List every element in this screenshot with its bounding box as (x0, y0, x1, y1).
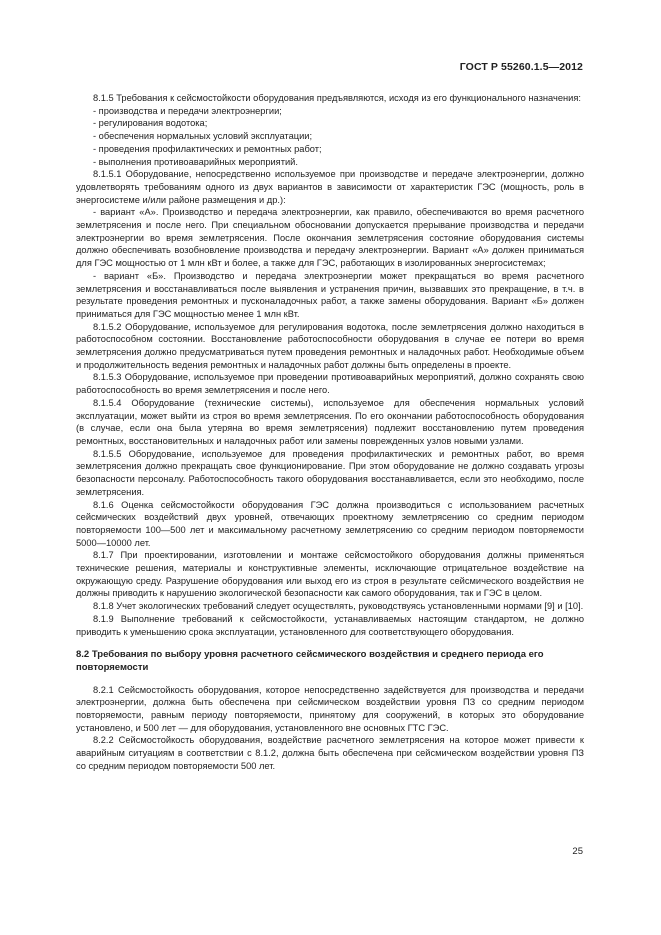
paragraph: 8.1.5.3 Оборудование, используемое при проведении противоаварийных мероприятий, должно сохранять свою работоспособность во время землетрясения и после него. (76, 372, 584, 396)
paragraph: - вариант «Б». Производство и передача электроэнергии может прекращаться во время расчетного землетрясения и восстанавливаться после выявления и устранения причин, вызвавших это прекращение, в т.ч. в результате проведения ремонтных и пусконаладочных работ, а также замены оборудования. Вариант «Б» должен приниматься для ГЭС мощностью менее 1 млн кВт. (76, 270, 584, 319)
paragraph: 8.2.2 Сейсмостойкость оборудования, воздействие расчетного землетрясения на которое может привести к аварийным ситуациям в соответствии с 8.1.2, должна быть обеспечена при сейсмическом воздействии уровня ПЗ со средним периодом повторяемости 500 лет. (76, 735, 584, 771)
paragraph: 8.1.5.2 Оборудование, используемое для регулирования водотока, после землетрясения должно находиться в работоспособном состоянии. Восстановление работоспособности оборудования в случае ее потери во время землетрясения должно предусматриваться путем проведения ремонтных и наладочных работ. Необходимые объем и продолжительность ведения ремонтных и наладочных работ должны быть определены в проекте. (76, 321, 584, 370)
paragraph: 8.1.8 Учет экологических требований следует осуществлять, руководствуясь установленными нормами [9] и [10]. (93, 601, 584, 612)
paragraph: 8.1.9 Выполнение требований к сейсмостойкости, устанавливаемых настоящим стандартом, не должно приводить к уменьшению срока эксплуатации, установленного для соответствующего оборудования. (76, 613, 584, 637)
page-body (76, 92, 584, 773)
paragraph: 8.1.5.1 Оборудование, непосредственно используемое при производстве и передаче электроэнергии, должно удовлетворять требованиям одного из двух вариантов в зависимости от характеристик ГЭС (мощность, роль в энергосистеме и/или районе размещения и др.): (76, 169, 584, 205)
paragraph: 8.1.5.5 Оборудование, используемое для проведения профилактических и ремонтных работ, во время землетрясения должно прекращать свое функционирование. При этом оборудование не должно создавать угрозы безопасности персоналу. Работоспособность такого оборудования восстанавливается, если это необходимо, после землетрясения. (76, 448, 584, 497)
section-heading-8-2: 8.2 Требования по выбору уровня расчетного сейсмического воздействия и среднего периода его повторяемости (76, 649, 544, 673)
document-code-header: ГОСТ Р 55260.1.5—2012 (459, 61, 583, 73)
paragraph: - регулирования водотока; (93, 118, 208, 129)
paragraph: 8.1.5 Требования к сейсмостойкости оборудования предъявляются, исходя из его функционального назначения: (93, 93, 581, 103)
page-number: 25 (572, 846, 583, 857)
section-8-1-text (76, 92, 584, 638)
paragraph: - проведения профилактических и ремонтных работ; (93, 143, 322, 154)
paragraph: - производства и передачи электроэнергии; (93, 105, 282, 116)
section-8-2-text (76, 684, 584, 773)
paragraph: 8.1.5.4 Оборудование (технические системы), используемое для обеспечения нормальных условий эксплуатации, может выйти из строя во время землетрясения. По его окончании работоспособность оборудования (в случае, если она была утеряна во время землетрясения) подлежит восстановлению путем проведения ремонтных, восстановительных и наладочных работ или замены поврежденных узлов новыми узлами. (76, 397, 584, 446)
paragraph: 8.1.6 Оценка сейсмостойкости оборудования ГЭС должна производиться с использованием расчетных сейсмических воздействий двух уровней, отвечающих проектному землетрясению со средним периодом повторяемости 100—500 лет и максимальному расчетному землетрясению со средним периодом повторяемости 5000—10000 лет. (76, 499, 584, 548)
paragraph: 8.1.7 При проектировании, изготовлении и монтаже сейсмостойкого оборудования должны применяться технические решения, материалы и конструктивные элементы, исключающие отрицательное воздействие на окружающую среду. Разрушение оборудования или выход его из строя в результате сейсмического воздействия не должны приводить к нарушению экологической безопасности как самого оборудования, так и ГЭС в целом. (76, 550, 584, 599)
paragraph: - обеспечения нормальных условий эксплуатации; (93, 131, 313, 142)
paragraph: - выполнения противоаварийных мероприятий. (93, 156, 298, 167)
paragraph: - вариант «А». Производство и передача электроэнергии, как правило, обеспечиваются во время расчетного землетрясения и после него. При специальном обосновании допускается прерывание производства и передачи электроэнергии во время землетрясения. После окончания землетрясения состояние оборудования системы должно обеспечивать возобновление производства и передачу электроэнергии. Вариант «А» должен приниматься для ГЭС мощностью от 1 млн кВт и более, а также для ГЭС, работающих в изолированных энергосистемах; (76, 207, 584, 269)
paragraph: 8.2.1 Сейсмостойкость оборудования, которое непосредственно задействуется для производства и передачи электроэнергии, должна быть обеспечена при сейсмическом воздействии уровня ПЗ со средним периодом повторяемости, равным периоду повторяемости, принятому для сооружений, в которых это оборудование установлено, и 500 лет — для оборудования, установленного вне основных ГТС ГЭС. (76, 684, 584, 733)
